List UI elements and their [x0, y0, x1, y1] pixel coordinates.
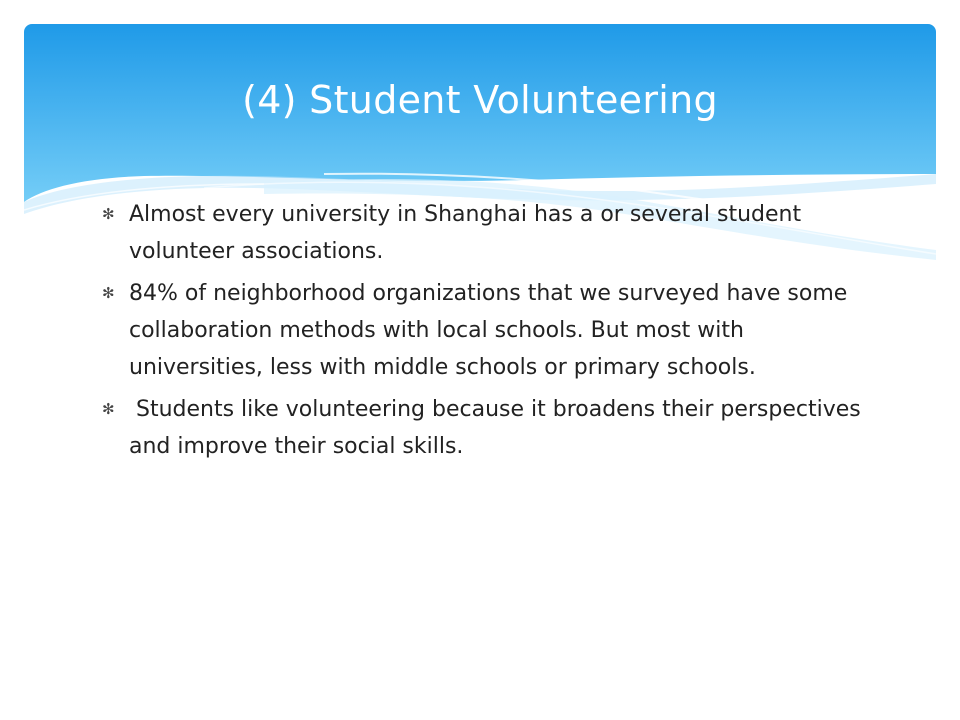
slide-title: (4) Student Volunteering — [242, 78, 718, 122]
asterisk-bullet-icon: ✻ — [102, 284, 115, 302]
bullet-text: 84% of neighborhood organizations that we surveyed have some collaboration methods with local schools. But most with universities, less with middle schools or primary schools. — [129, 281, 848, 380]
bullet-text: Almost every university in Shanghai has a or several student volunteer associations. — [129, 202, 802, 264]
asterisk-bullet-icon: ✻ — [102, 400, 115, 418]
asterisk-bullet-icon: ✻ — [102, 205, 115, 223]
bullet-item — [102, 391, 882, 465]
bullet-text: Students like volunteering because it broadens their perspectives and improve their social skills. — [129, 397, 868, 459]
bullet-list — [102, 196, 882, 470]
bullet-item — [102, 196, 882, 270]
bullet-item — [102, 275, 882, 386]
